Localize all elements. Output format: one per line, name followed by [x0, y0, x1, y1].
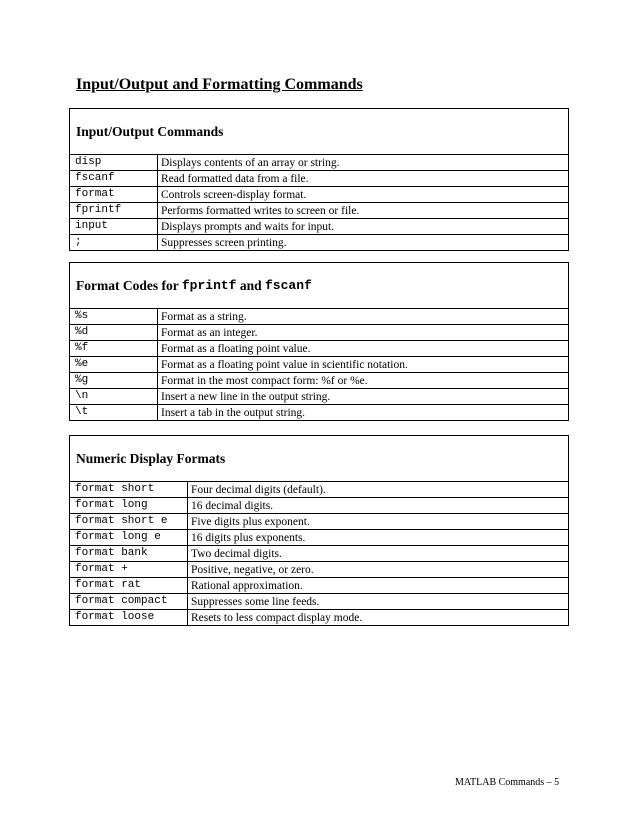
- table-row: [70, 594, 568, 610]
- description-cell: Two decimal digits.: [191, 548, 282, 560]
- numeric-formats-rows: [70, 482, 568, 625]
- description-cell: Format as a string.: [161, 311, 247, 323]
- description-cell: Suppresses some line feeds.: [191, 596, 320, 608]
- description-cell: Format as a floating point value.: [161, 343, 311, 355]
- command-cell: fprintf: [70, 203, 158, 218]
- table-row: [70, 405, 568, 420]
- command-cell: format long e: [70, 530, 188, 545]
- heading-prefix: Format Codes for: [76, 277, 182, 293]
- description-cell: 16 digits plus exponents.: [191, 532, 306, 544]
- table-row: [70, 309, 568, 325]
- command-cell: format short: [70, 482, 188, 497]
- io-commands-heading: Input/Output Commands: [70, 109, 568, 155]
- heading-and: and: [236, 277, 265, 293]
- command-cell: %e: [70, 357, 158, 372]
- command-cell: format loose: [70, 610, 188, 625]
- format-codes-rows: [70, 309, 568, 420]
- description-cell: Controls screen-display format.: [161, 189, 307, 201]
- numeric-formats-table: [69, 435, 569, 626]
- table-row: [70, 578, 568, 594]
- command-cell: format long: [70, 498, 188, 513]
- command-cell: format rat: [70, 578, 188, 593]
- table-row: [70, 325, 568, 341]
- description-cell: Format in the most compact form: %f or %e.: [161, 375, 368, 387]
- table-row: [70, 498, 568, 514]
- table-row: [70, 235, 568, 250]
- command-cell: %g: [70, 373, 158, 388]
- heading-fprintf: fprintf: [181, 278, 237, 293]
- table-row: [70, 482, 568, 498]
- command-cell: format short e: [70, 514, 188, 529]
- table-row: [70, 357, 568, 373]
- description-cell: Four decimal digits (default).: [191, 484, 326, 496]
- table-row: [70, 187, 568, 203]
- format-codes-heading: [70, 263, 568, 309]
- table-row: [70, 389, 568, 405]
- description-cell: Format as a floating point value in scientific notation.: [161, 359, 408, 371]
- table-row: [70, 610, 568, 625]
- io-commands-table: [69, 108, 569, 251]
- description-cell: Suppresses screen printing.: [161, 237, 287, 249]
- command-cell: format: [70, 187, 158, 202]
- description-cell: Displays prompts and waits for input.: [161, 221, 335, 233]
- command-cell: \n: [70, 389, 158, 404]
- page-footer: MATLAB Commands – 5: [455, 777, 560, 788]
- table-row: [70, 546, 568, 562]
- command-cell: %f: [70, 341, 158, 356]
- description-cell: Insert a new line in the output string.: [161, 391, 331, 403]
- format-codes-table: [69, 262, 569, 421]
- description-cell: Insert a tab in the output string.: [161, 407, 306, 419]
- command-cell: format compact: [70, 594, 188, 609]
- description-cell: Positive, negative, or zero.: [191, 564, 314, 576]
- command-cell: ;: [70, 235, 158, 250]
- description-cell: Displays contents of an array or string.: [161, 157, 340, 169]
- table-row: [70, 530, 568, 546]
- description-cell: Five digits plus exponent.: [191, 516, 310, 528]
- command-cell: \t: [70, 405, 158, 420]
- description-cell: 16 decimal digits.: [191, 500, 274, 512]
- description-cell: Resets to less compact display mode.: [191, 612, 363, 624]
- table-row: [70, 155, 568, 171]
- description-cell: Format as an integer.: [161, 327, 258, 339]
- table-row: [70, 171, 568, 187]
- table-row: [70, 562, 568, 578]
- table-row: [70, 219, 568, 235]
- table-row: [70, 341, 568, 357]
- numeric-formats-heading: Numeric Display Formats: [70, 436, 568, 482]
- description-cell: Rational approximation.: [191, 580, 303, 592]
- description-cell: Read formatted data from a file.: [161, 173, 309, 185]
- command-cell: format +: [70, 562, 188, 577]
- table-row: [70, 514, 568, 530]
- table-row: [70, 203, 568, 219]
- command-cell: %d: [70, 325, 158, 340]
- io-commands-rows: [70, 155, 568, 250]
- page-title: Input/Output and Formatting Commands: [76, 76, 363, 93]
- command-cell: %s: [70, 309, 158, 324]
- command-cell: format bank: [70, 546, 188, 561]
- description-cell: Performs formatted writes to screen or file.: [161, 205, 360, 217]
- heading-fscanf: fscanf: [265, 278, 312, 293]
- command-cell: fscanf: [70, 171, 158, 186]
- command-cell: disp: [70, 155, 158, 170]
- command-cell: input: [70, 219, 158, 234]
- table-row: [70, 373, 568, 389]
